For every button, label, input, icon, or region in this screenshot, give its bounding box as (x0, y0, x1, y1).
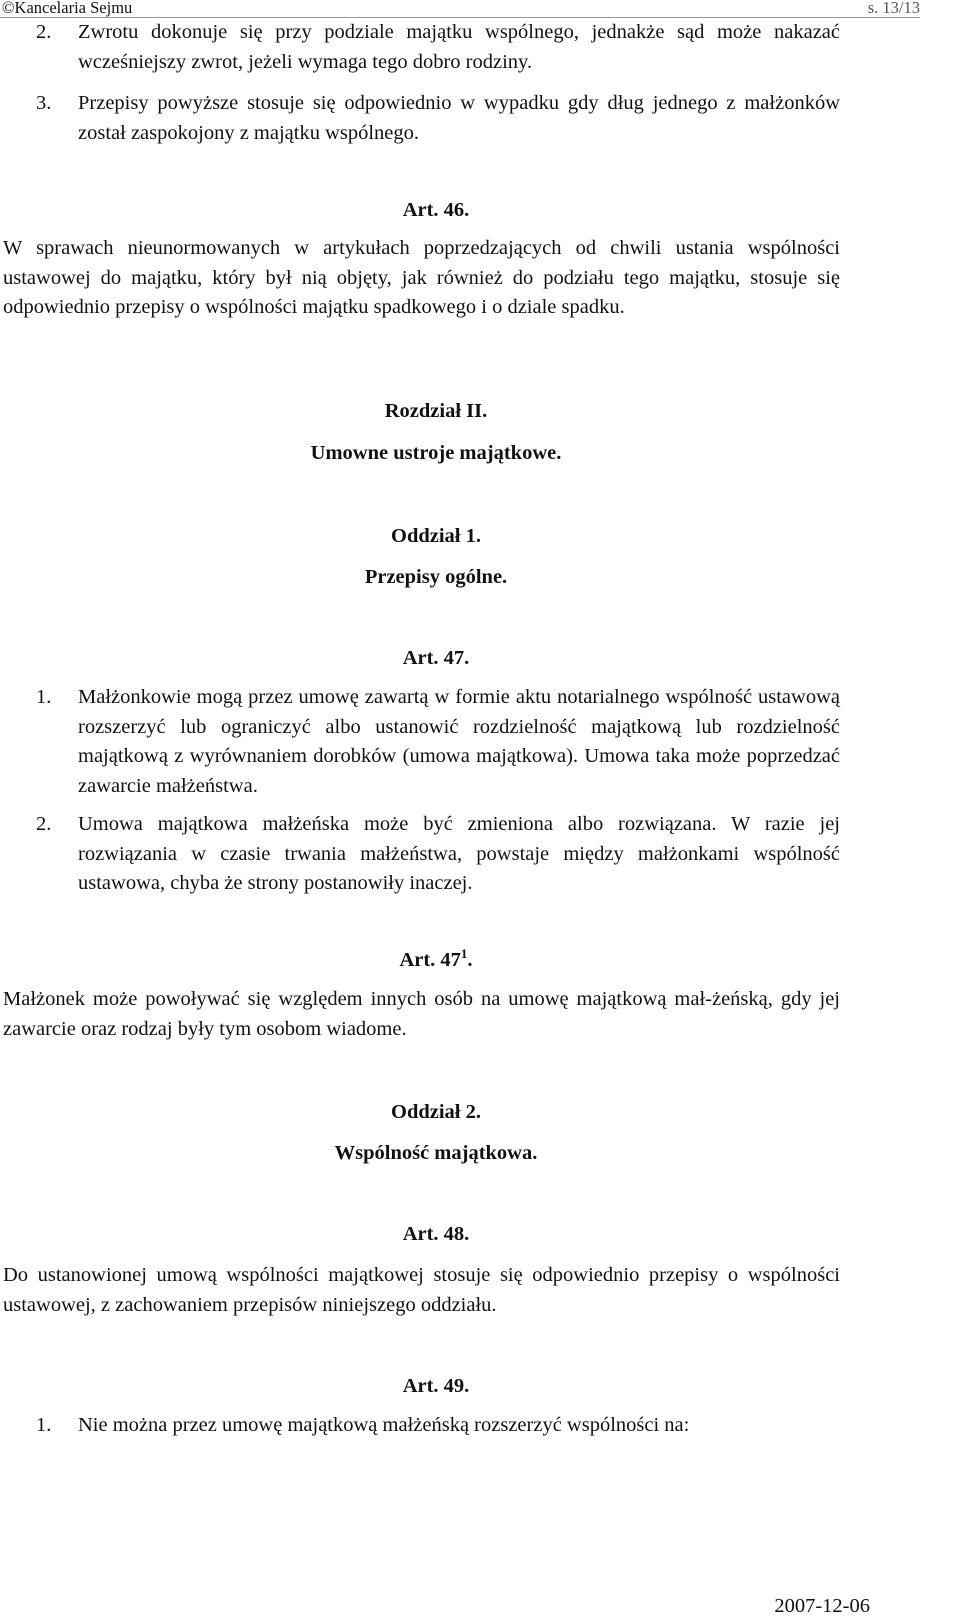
article-text: Małżonek może powoływać się względem innych osób na umowę majątkową mał-żeńską, gdy jej zawarcie oraz rodzaj były tym osobom wiadome. (3, 988, 840, 1040)
chapter-subtitle: Umowne ustroje majątkowe. (310, 442, 562, 464)
article-text: Do ustanowionej umową wspólności majątkowej stosuje się odpowiednio przepisy o wspólności ustawowej, z zachowaniem przepisów niniejszego oddziału. (3, 1264, 840, 1316)
superscript: 1 (460, 946, 468, 962)
paragraph-text: Nie można przez umowę majątkową małżeńską rozszerzyć wspólności na: (78, 1414, 690, 1436)
article-text: W sprawach nieunormowanych w artykułach poprzedzających od chwili ustania wspólności ustawowej do majątku, który był nią objęty, jak również do podziału tego majątku, stosuje się odpowiednio przepisy o wspólności majątku spadkowego i o dziale spadku. (3, 237, 840, 318)
paragraph-number: 1. (36, 686, 52, 708)
paragraph-number: 1. (36, 1414, 52, 1436)
paragraph-number: 2. (36, 21, 52, 43)
division-subtitle: Wspólność majątkowa. (334, 1142, 538, 1164)
paragraph-number: 2. (36, 813, 52, 835)
article-title: Art. 48. (402, 1223, 470, 1245)
article-title: Art. 49. (402, 1375, 470, 1397)
header-source: ©Kancelaria Sejmu (2, 0, 133, 17)
paragraph-text: Zwrotu dokonuje się przy podziale majątku wspólnego, jednakże sąd może nakazać wcześniejszy zwrot, jeżeli wymaga tego dobro rodziny. (78, 21, 840, 73)
article-title: Art. 46. (402, 199, 470, 221)
header-page-number: s. 13/13 (867, 0, 920, 17)
paragraph-number: 3. (36, 92, 52, 114)
paragraph-text: Umowa majątkowa małżeńska może być zmieniona albo rozwiązana. W razie jej rozwiązania w czasie trwania małżeństwa, powstaje między małżonkami wspólność ustawowa, chyba że strony postanowiły inaczej. (78, 813, 840, 894)
division-subtitle: Przepisy ogólne. (364, 566, 508, 588)
division-title: Oddział 1. (391, 525, 481, 547)
paragraph-text: Małżonkowie mogą przez umowę zawartą w formie aktu notarialnego wspólność ustawową rozszerzyć lub ograniczyć albo ustanowić rozdzielność majątkową lub rozdzielność majątkową z wyrównaniem dorobków (umowa majątkowa). Umowa taka może poprzedzać zawarcie małżeństwa. (78, 686, 840, 797)
footer-date: 2007-12-06 (774, 1595, 870, 1617)
paragraph-text: Przepisy powyższe stosuje się odpowiednio w wypadku gdy dług jednego z małżonków został zaspokojony z majątku wspólnego. (78, 92, 840, 144)
article-title: Art. $47^1$. (399, 946, 473, 971)
chapter-title: Rozdział II. (384, 400, 488, 422)
division-title: Oddział 2. (391, 1101, 481, 1123)
article-title: Art. 47. (402, 647, 470, 669)
